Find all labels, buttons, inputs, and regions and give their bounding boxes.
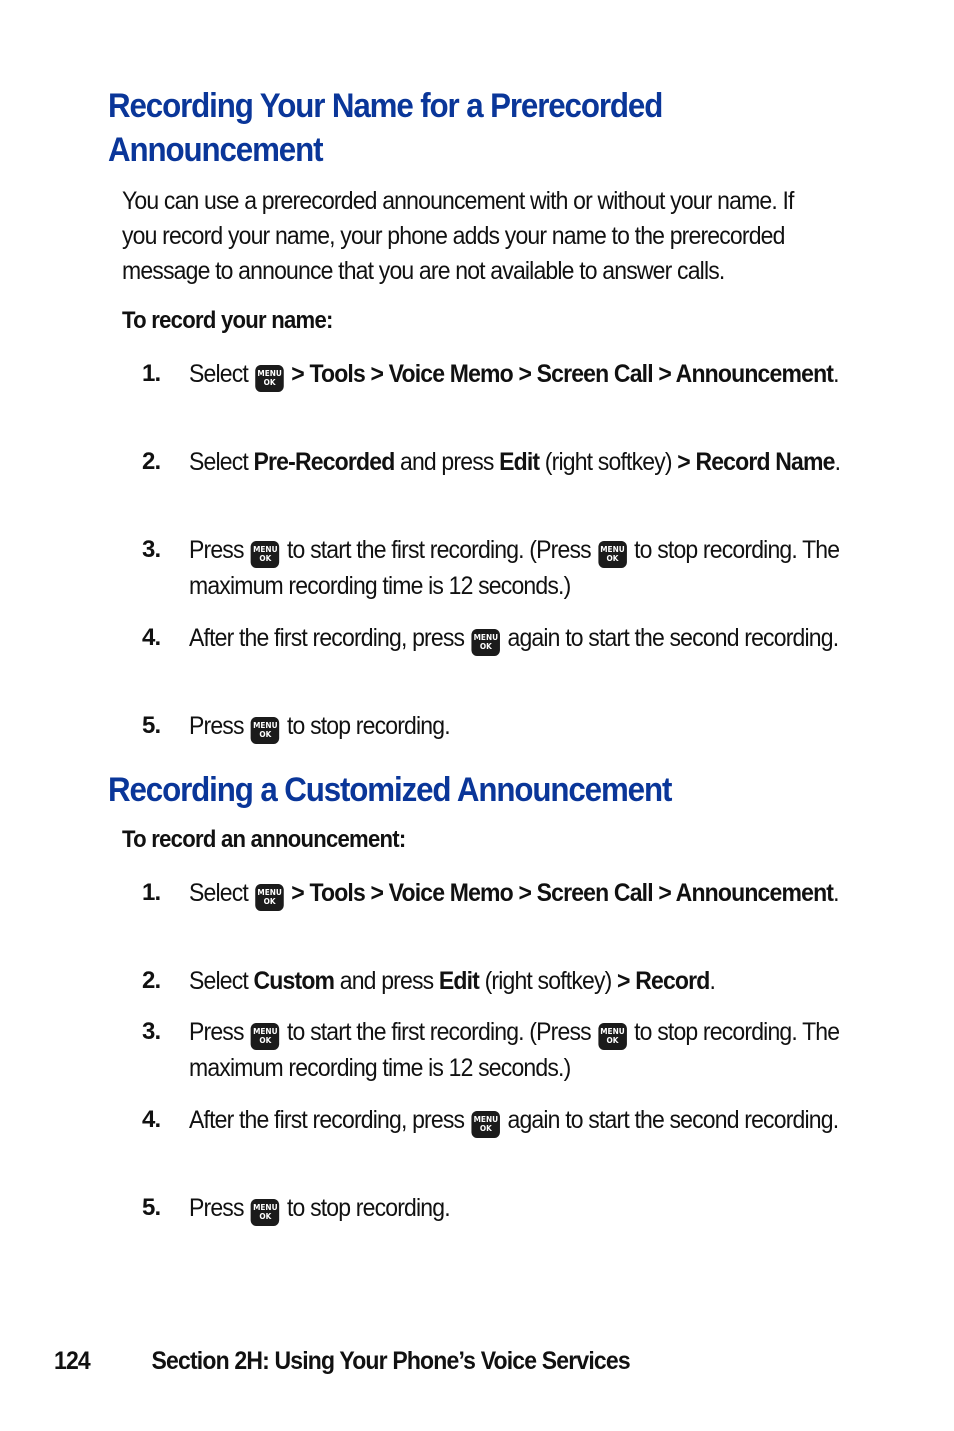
step-text: After the first recording, press MENU OK again to start the second recording. xyxy=(189,1102,870,1138)
menu-ok-key-icon: MENU OK xyxy=(251,541,280,568)
step-number: 1. xyxy=(142,879,161,906)
step-text: Press MENU OK to stop recording. xyxy=(189,1190,870,1226)
menu-ok-key-icon: MENU OK xyxy=(251,1023,280,1050)
step-text: Select Custom and press Edit (right softkey) > Record. xyxy=(189,967,716,995)
step-number: 5. xyxy=(142,712,161,739)
section-heading-customized: Recording a Customized Announcement xyxy=(108,771,672,809)
intro-paragraph: You can use a prerecorded announcement with or without your name. If you record your name, your phone adds your name to the prerecorded message to announce that you are not available to answer calls. xyxy=(122,187,794,285)
procedure-lead-record-name: To record your name: xyxy=(122,307,333,334)
step-text: Select MENU OK > Tools > Voice Memo > Screen Call > Announcement. xyxy=(189,875,870,911)
step-item xyxy=(142,875,872,963)
step-number: 4. xyxy=(142,1106,161,1133)
steps-list-record-name xyxy=(142,356,872,748)
step-item xyxy=(142,963,872,1014)
step-number: 4. xyxy=(142,624,161,651)
step-item xyxy=(142,708,872,748)
step-text: Press MENU OK to stop recording. xyxy=(189,708,870,744)
menu-ok-key-icon: MENU OK xyxy=(472,1111,501,1138)
step-text: After the first recording, press MENU OK again to start the second recording. xyxy=(189,620,870,656)
step-text: Press MENU OK to start the first recording. (Press MENU OK to stop recording. The maximum recording time is 12 seconds.) xyxy=(189,1018,840,1082)
step-number: 3. xyxy=(142,536,161,563)
menu-ok-key-icon: MENU OK xyxy=(251,1199,280,1226)
steps-list-record-announcement xyxy=(142,875,872,1230)
menu-ok-key-icon: MENU OK xyxy=(251,717,280,744)
procedure-lead-record-announcement: To record an announcement: xyxy=(122,826,406,853)
step-text: Select MENU OK > Tools > Voice Memo > Screen Call > Announcement. xyxy=(189,356,870,392)
step-number: 1. xyxy=(142,360,161,387)
step-item xyxy=(142,1102,872,1190)
menu-ok-key-icon: MENU OK xyxy=(472,629,501,656)
step-item xyxy=(142,1014,872,1102)
step-number: 2. xyxy=(142,448,161,475)
step-item xyxy=(142,356,872,444)
step-number: 3. xyxy=(142,1018,161,1045)
step-number: 2. xyxy=(142,967,161,994)
menu-ok-key-icon: MENU OK xyxy=(255,884,284,911)
step-item xyxy=(142,444,872,532)
menu-ok-key-icon: MENU OK xyxy=(598,1023,627,1050)
step-item xyxy=(142,1190,872,1230)
menu-ok-key-icon: MENU OK xyxy=(598,541,627,568)
step-item xyxy=(142,620,872,708)
step-item xyxy=(142,532,872,620)
menu-ok-key-icon: MENU OK xyxy=(255,365,284,392)
step-text: Press MENU OK to start the first recording. (Press MENU OK to stop recording. The maximum recording time is 12 seconds.) xyxy=(189,536,840,600)
section-heading-prerecorded: Recording Your Name for a Prerecorded Announcement xyxy=(108,87,663,169)
step-number: 5. xyxy=(142,1194,161,1221)
step-text: Select Pre-Recorded and press Edit (right softkey) > Record Name. xyxy=(189,448,841,476)
page-footer xyxy=(54,1347,790,1376)
page-number: 124 xyxy=(54,1347,90,1375)
footer-section-title: Section 2H: Using Your Phone’s Voice Services xyxy=(151,1347,630,1375)
